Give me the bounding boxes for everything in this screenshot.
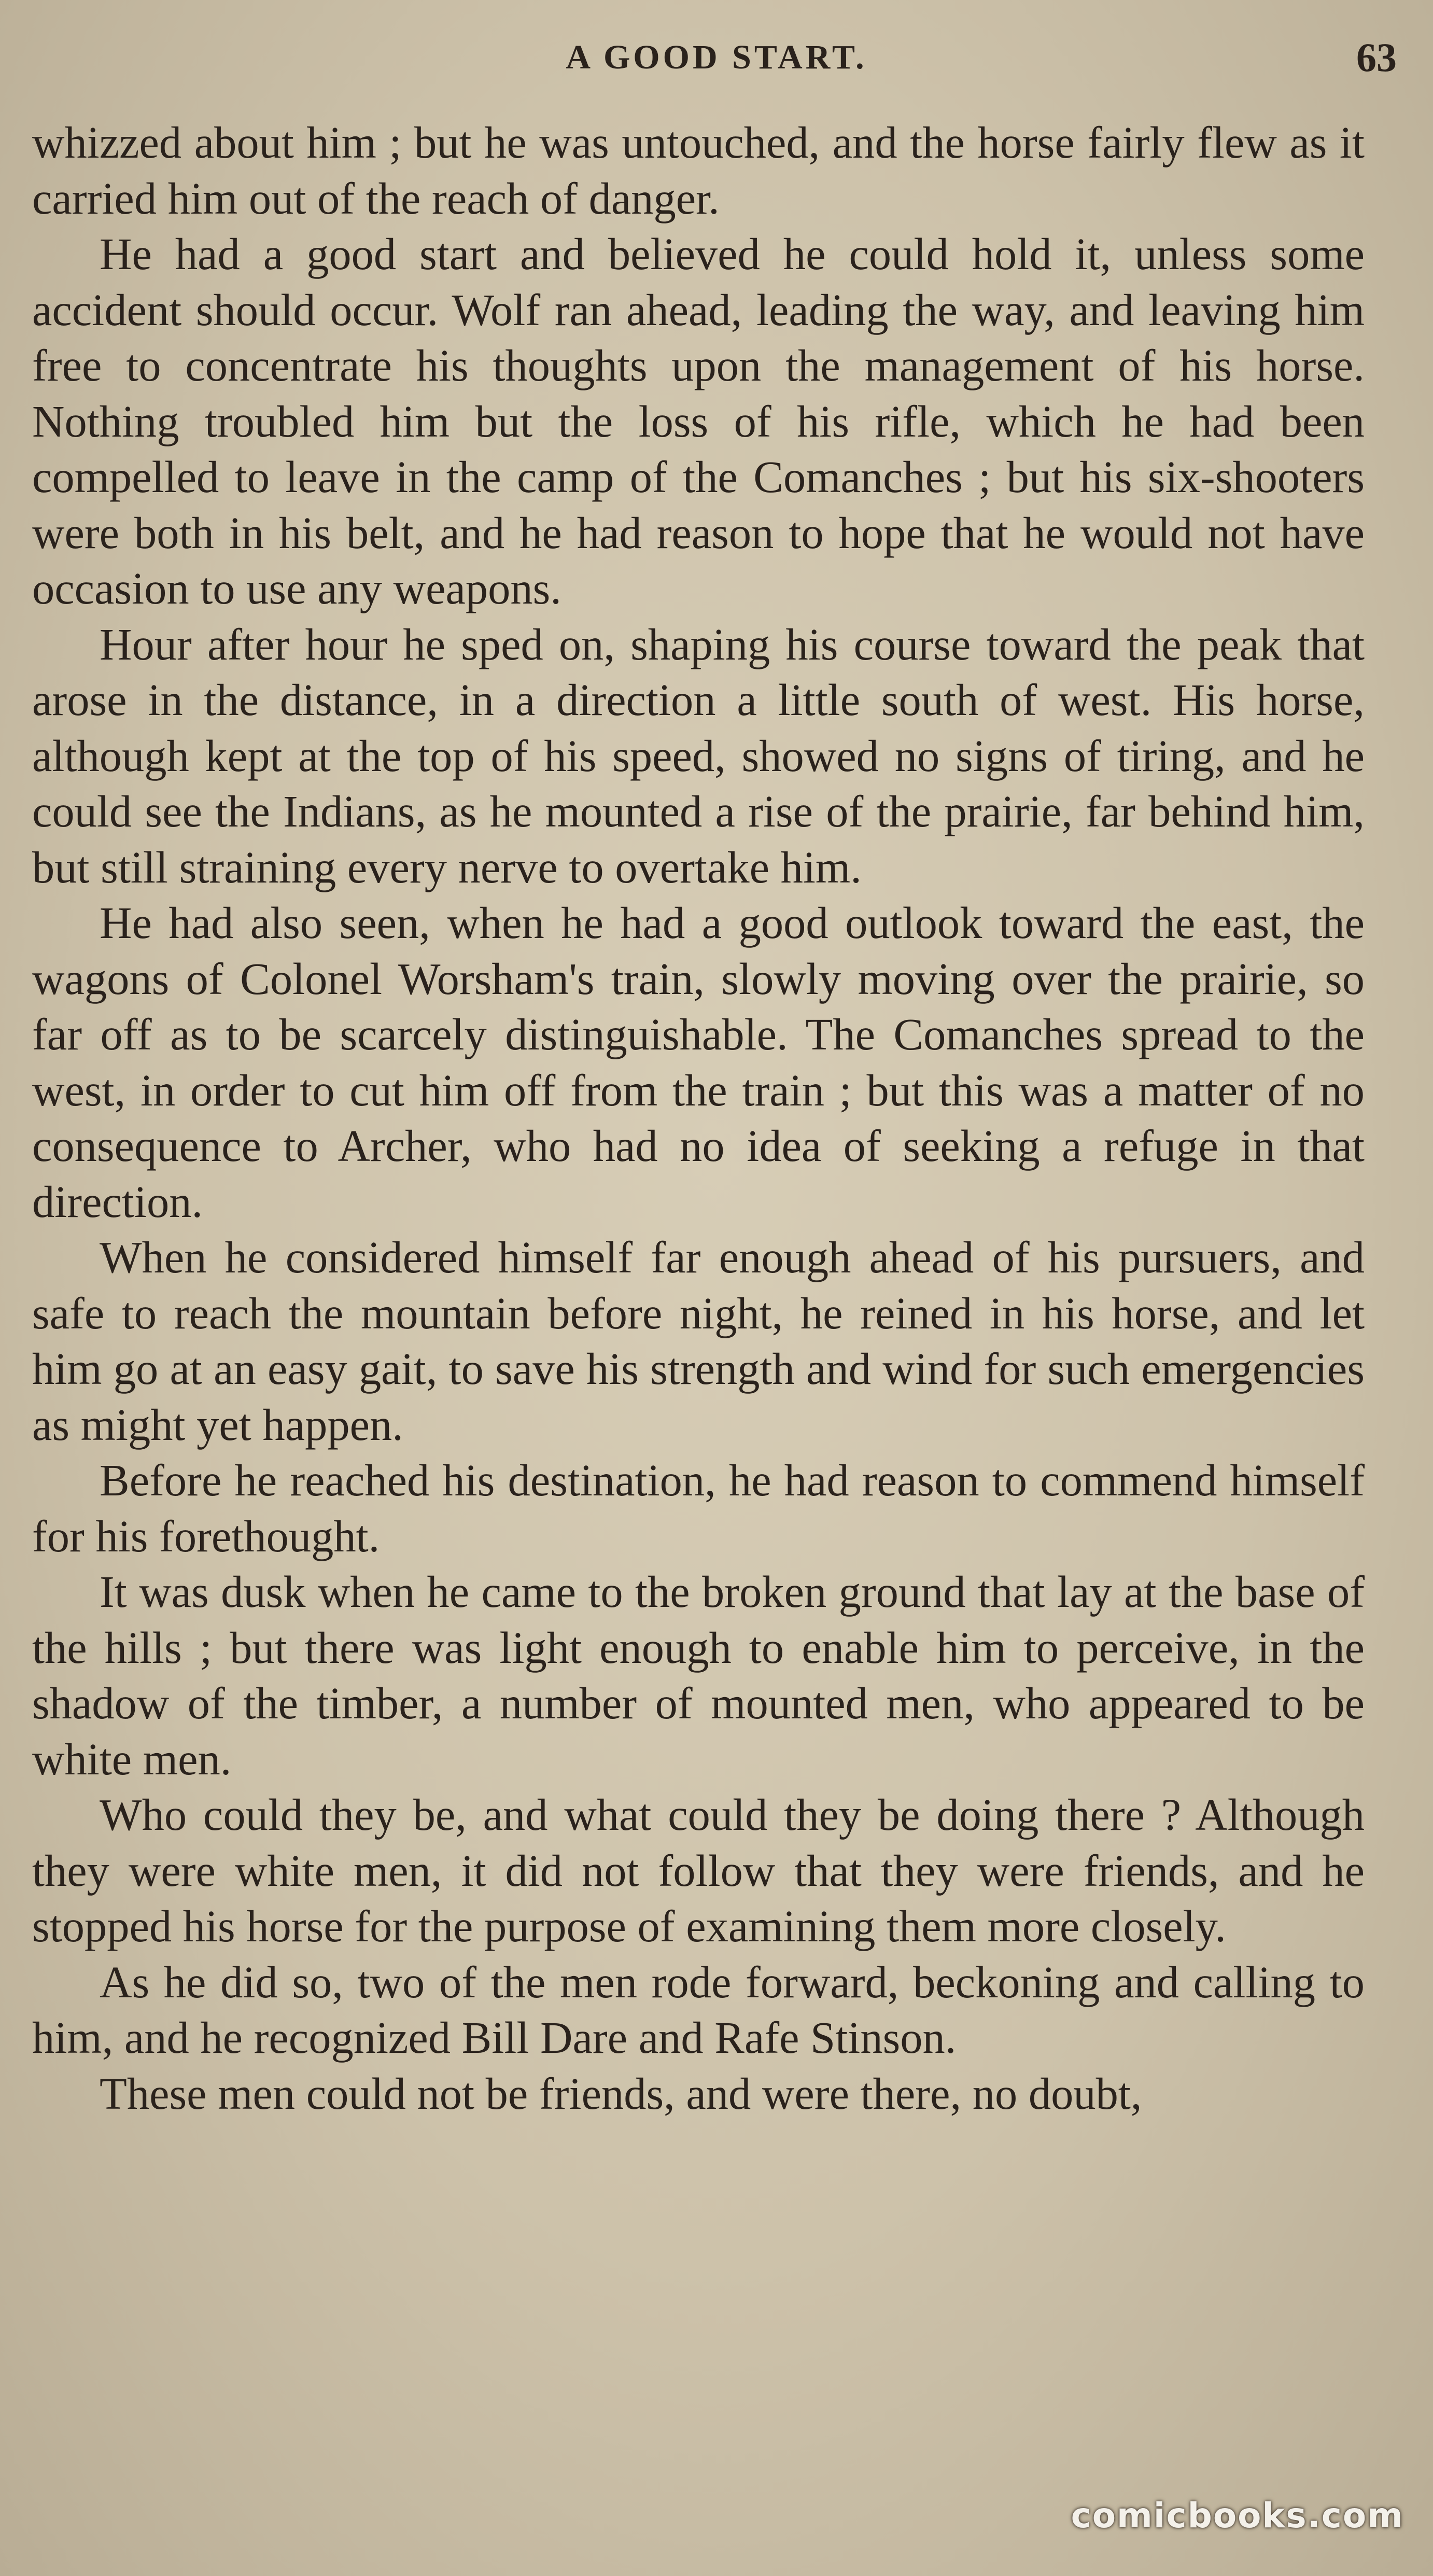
- paragraph-5: When he considered himself far enough ahead of his pursuers, and safe to reach the mountain before night, he reined in his horse, and let him go at an easy gait, to save his strength and wind for such emergencies as might yet happen.: [32, 1233, 1365, 1450]
- paragraph-1: whizzed about him ; but he was untouched, and the horse fairly flew as it carried him out of the reach of danger.: [32, 118, 1365, 223]
- paragraph-2: He had a good start and believed he could hold it, unless some accident should occur. Wolf ran ahead, leading the way, and leaving him free to concentrate his thoughts upon the management of his horse. Nothing troubled him but the loss of his rifle, which he had been compelled to leave in the camp of the Comanches ; but his six-shooters were both in his belt, and he had reason to hope that he would not have occasion to use any weapons.: [32, 229, 1365, 613]
- paragraph-10: These men could not be friends, and were there, no doubt,: [100, 2068, 1142, 2119]
- running-head: [0, 29, 1433, 86]
- watermark: comicbooks.com: [1071, 2496, 1404, 2536]
- page-number: 63: [1356, 35, 1397, 80]
- running-title: A GOOD START.: [566, 38, 867, 76]
- paragraph-9: As he did so, two of the men rode forward, beckoning and calling to him, and he recognized Bill Dare and Rafe Stinson.: [32, 1957, 1365, 2063]
- paragraph-6: Before he reached his destination, he had reason to commend himself for his forethought.: [32, 1455, 1365, 1561]
- paragraph-3: Hour after hour he sped on, shaping his course toward the peak that arose in the distance, in a direction a little south of west. His horse, although kept at the top of his speed, showed no signs of tiring, and he could see the Indians, as he mounted a rise of the prairie, far behind him, but still straining every nerve to overtake him.: [32, 619, 1365, 892]
- paragraph-4: He had also seen, when he had a good outlook toward the east, the wagons of Colonel Worsham's train, slowly moving over the prairie, so far off as to be scarcely distinguishable. The Comanches spread to the west, in order to cut him off from the train ; but this was a matter of no consequence to Archer, who had no idea of seeking a refuge in that direction.: [32, 898, 1365, 1227]
- paragraph-7: It was dusk when he came to the broken ground that lay at the base of the hills ; but there was light enough to enable him to perceive, in the shadow of the timber, a number of mounted men, who appeared to be white men.: [32, 1567, 1365, 1784]
- paragraph-8: Who could they be, and what could they be doing there ? Although they were white men, it did not follow that they were friends, and he stopped his horse for the purpose of examining them more closely.: [32, 1790, 1365, 1951]
- body-text: [32, 115, 1365, 2122]
